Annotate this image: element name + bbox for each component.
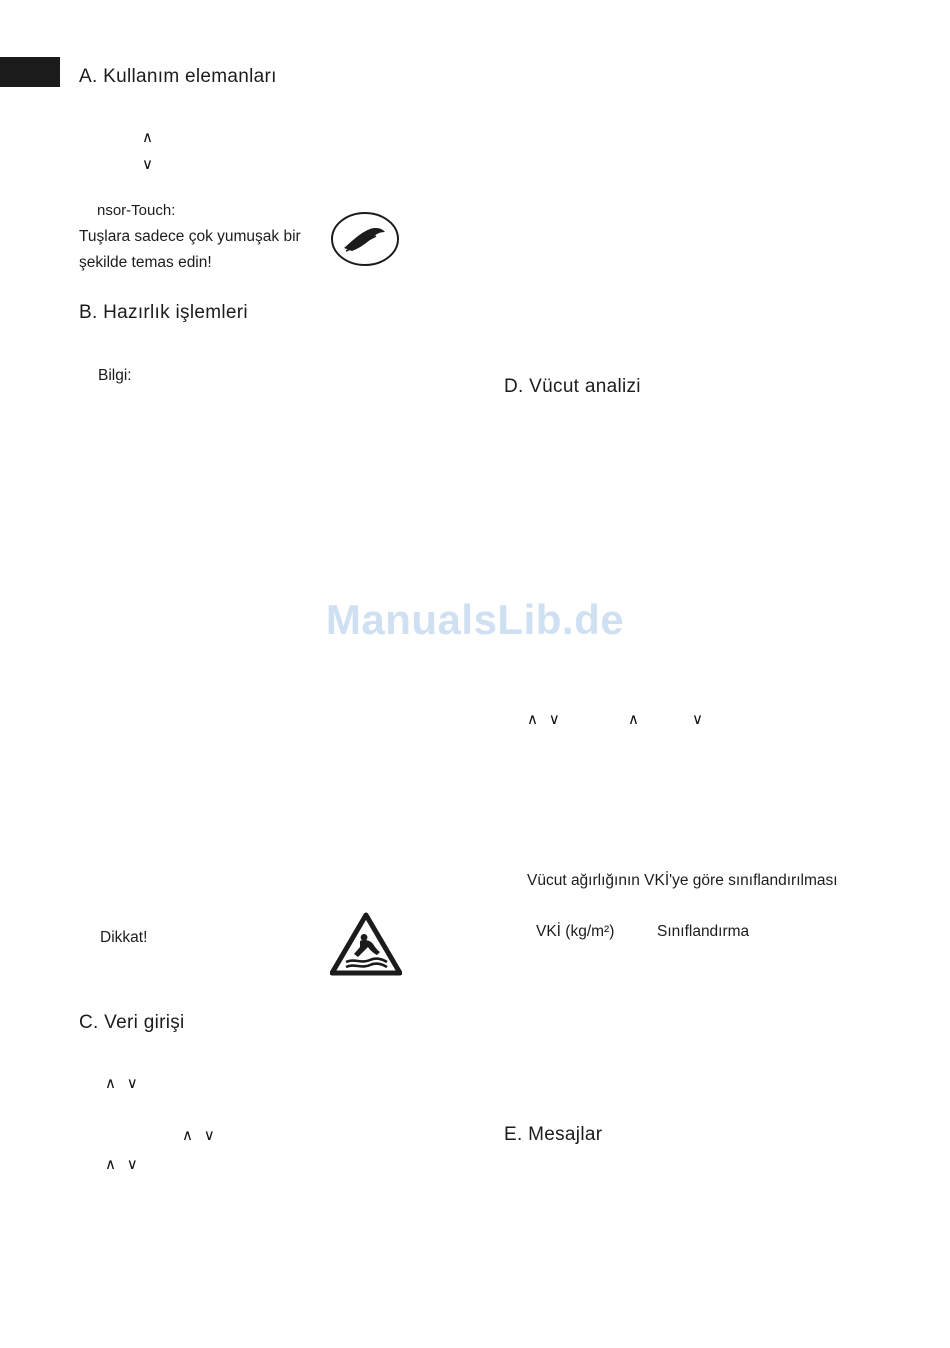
attention-label: Dikkat! [100, 929, 148, 946]
section-c-heading: C. Veri girişi [79, 1012, 185, 1033]
table-header-classification: Sınıflandırma [657, 923, 750, 940]
section-a-heading: A. Kullanım elemanları [79, 66, 277, 87]
bmi-classification-title: Vücut ağırlığının VKİ'ye göre sınıflandırılması [527, 872, 838, 889]
section-d-heading: D. Vücut analizi [504, 376, 641, 397]
section-e-heading: E. Mesajlar [504, 1124, 603, 1145]
arrow-up-icon-d: ∧ [628, 710, 639, 728]
page-edge-marker [0, 57, 60, 87]
arrow-pair-icon-c1: ∧ ∨ [105, 1074, 141, 1092]
arrow-pair-icon-c3: ∧ ∨ [105, 1155, 141, 1173]
arrow-down-icon-a: ∨ [142, 155, 153, 173]
slippery-warning-icon [330, 912, 402, 976]
info-label: Bilgi: [98, 367, 132, 384]
touch-instruction-line-1: Tuşlara sadece çok yumuşak bir [79, 228, 301, 245]
sensor-touch-label: nsor-Touch: [97, 202, 176, 219]
table-header-bmi: VKİ (kg/m²) [536, 923, 615, 940]
arrow-up-icon-a: ∧ [142, 128, 153, 146]
arrow-pair-icon-d1: ∧ ∨ [527, 710, 563, 728]
arrow-down-icon-d: ∨ [692, 710, 703, 728]
hand-touch-icon [330, 211, 400, 267]
section-b-heading: B. Hazırlık işlemleri [79, 302, 248, 323]
arrow-pair-icon-c2: ∧ ∨ [182, 1126, 218, 1144]
touch-instruction-line-2: şekilde temas edin! [79, 254, 212, 271]
watermark: ManualsLib.de [325, 596, 625, 643]
